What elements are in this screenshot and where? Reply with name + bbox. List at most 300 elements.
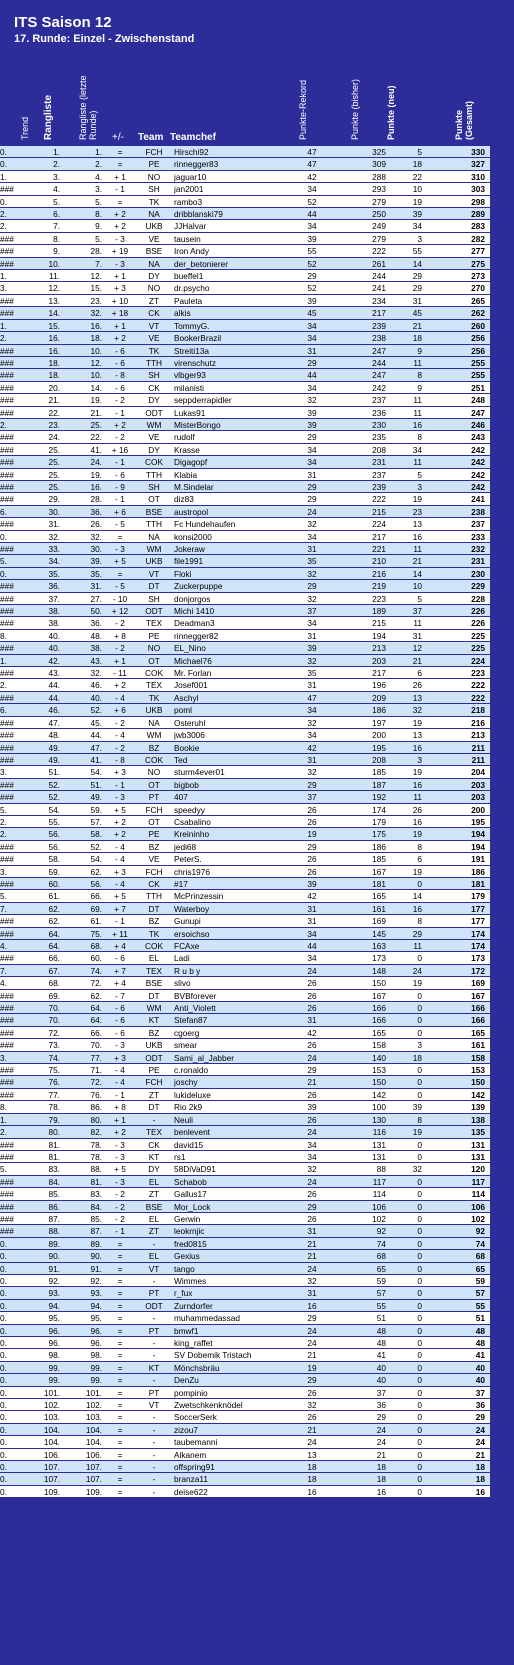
header-trend: Trend bbox=[20, 116, 30, 140]
points-before-cell: 181 bbox=[372, 878, 386, 889]
points-new-cell: 14 bbox=[412, 891, 422, 902]
trend-cell: ### bbox=[0, 1201, 14, 1212]
points-new-cell: 11 bbox=[413, 544, 422, 554]
table-row bbox=[0, 258, 514, 270]
change-cell: - 1 bbox=[115, 407, 125, 418]
points-before-cell: 116 bbox=[372, 1127, 386, 1138]
record-cell: 29 bbox=[307, 1201, 317, 1212]
rank-cell: 52. bbox=[48, 792, 60, 803]
points-before-cell: 215 bbox=[372, 618, 386, 629]
trend-cell: 0. bbox=[0, 1288, 7, 1299]
change-cell: - 3 bbox=[115, 1139, 125, 1150]
record-cell: 34 bbox=[307, 382, 317, 393]
change-cell: + 1 bbox=[114, 171, 126, 182]
points-new-cell: 34 bbox=[412, 221, 422, 232]
change-cell: - 8 bbox=[115, 370, 125, 381]
teamchef-cell: Aschyl bbox=[174, 692, 199, 703]
change-cell: + 6 bbox=[114, 705, 126, 716]
change-cell: - 9 bbox=[115, 481, 125, 492]
trend-cell: 7. bbox=[0, 965, 7, 976]
rank-cell: 85. bbox=[48, 1189, 60, 1200]
team-cell: DY bbox=[148, 271, 160, 282]
teamchef-cell: Michi 1410 bbox=[174, 606, 215, 617]
record-cell: 26 bbox=[307, 804, 317, 815]
record-cell: 31 bbox=[307, 1015, 317, 1026]
team-cell: - bbox=[152, 1462, 156, 1473]
points-total-cell: 48 bbox=[475, 1325, 485, 1336]
record-cell: 29 bbox=[307, 1065, 317, 1076]
points-total-cell: 153 bbox=[471, 1065, 485, 1076]
trend-cell: 2. bbox=[0, 829, 7, 840]
trend-cell: 0. bbox=[0, 1486, 7, 1497]
table-row bbox=[0, 965, 514, 977]
points-total-cell: 289 bbox=[471, 209, 485, 220]
points-new-cell: 19 bbox=[412, 767, 422, 778]
team-cell: NO bbox=[147, 643, 161, 654]
points-total-cell: 51 bbox=[475, 1313, 485, 1324]
team-cell: DT bbox=[148, 990, 160, 1001]
team-cell: DY bbox=[148, 395, 160, 406]
points-total-cell: 230 bbox=[471, 568, 485, 579]
points-before-cell: 65 bbox=[376, 1263, 386, 1274]
table-row bbox=[0, 890, 514, 902]
teamchef-cell: BVBforever bbox=[174, 990, 217, 1001]
last-rank-cell: 12. bbox=[90, 357, 102, 368]
last-rank-cell: 93. bbox=[90, 1288, 102, 1299]
team-cell: TTH bbox=[145, 519, 163, 530]
record-cell: 18 bbox=[307, 1474, 317, 1485]
points-total-cell: 166 bbox=[471, 1003, 485, 1014]
points-total-cell: 203 bbox=[471, 792, 485, 803]
header-punkte-gesamt: Punkte (Gesamt) bbox=[454, 100, 474, 140]
trend-cell: 0. bbox=[0, 1275, 7, 1286]
rank-cell: 47. bbox=[48, 717, 60, 728]
record-cell: 42 bbox=[307, 1027, 317, 1038]
change-cell: - 3 bbox=[115, 258, 125, 269]
change-cell: + 2 bbox=[114, 680, 126, 691]
last-rank-cell: 104. bbox=[85, 1424, 102, 1435]
change-cell: + 5 bbox=[114, 891, 126, 902]
last-rank-cell: 39. bbox=[90, 556, 102, 567]
team-cell: PE bbox=[148, 829, 160, 840]
trend-cell: 2. bbox=[0, 816, 7, 827]
change-cell: = bbox=[117, 1424, 123, 1435]
change-cell: - 4 bbox=[115, 1065, 125, 1076]
points-before-cell: 237 bbox=[372, 469, 386, 480]
rank-cell: 36. bbox=[48, 581, 60, 592]
points-before-cell: 200 bbox=[372, 730, 386, 741]
trend-cell: ### bbox=[0, 643, 14, 654]
points-total-cell: 283 bbox=[471, 221, 485, 232]
change-cell: + 1 bbox=[114, 1114, 126, 1125]
points-new-cell: 8 bbox=[417, 1114, 422, 1125]
points-before-cell: 40 bbox=[376, 1375, 386, 1386]
points-total-cell: 275 bbox=[471, 258, 485, 269]
points-before-cell: 169 bbox=[372, 916, 386, 927]
teamchef-cell: M.Sindelar bbox=[174, 481, 214, 492]
points-new-cell: 0 bbox=[417, 1077, 422, 1088]
record-cell: 24 bbox=[307, 1325, 317, 1336]
table-row bbox=[0, 1002, 514, 1014]
team-cell: EL bbox=[148, 1213, 160, 1224]
record-cell: 32 bbox=[307, 767, 317, 778]
points-total-cell: 169 bbox=[471, 978, 485, 989]
points-new-cell: 16 bbox=[412, 531, 422, 542]
team-cell: UKB bbox=[145, 1040, 163, 1051]
team-cell: TTH bbox=[145, 469, 163, 480]
points-before-cell: 217 bbox=[372, 308, 386, 319]
trend-cell: 0. bbox=[0, 1362, 7, 1373]
points-new-cell: 34 bbox=[412, 444, 422, 455]
table-row bbox=[0, 1325, 514, 1337]
points-before-cell: 234 bbox=[372, 295, 386, 306]
rank-cell: 20. bbox=[48, 382, 60, 393]
points-before-cell: 37 bbox=[376, 1387, 386, 1398]
team-cell: KT bbox=[148, 1151, 160, 1162]
change-cell: + 12 bbox=[111, 606, 129, 617]
last-rank-cell: 59. bbox=[90, 804, 102, 815]
table-row bbox=[0, 679, 514, 691]
points-new-cell: 0 bbox=[417, 1015, 422, 1026]
table-row bbox=[0, 1114, 514, 1126]
trend-cell: ### bbox=[0, 754, 14, 765]
team-cell: ODT bbox=[145, 1052, 163, 1063]
points-total-cell: 161 bbox=[471, 1040, 485, 1051]
change-cell: = bbox=[117, 1437, 123, 1448]
points-before-cell: 221 bbox=[372, 544, 386, 554]
points-before-cell: 237 bbox=[372, 395, 386, 406]
points-new-cell: 0 bbox=[417, 1387, 422, 1398]
teamchef-cell: Rio 2k9 bbox=[174, 1102, 203, 1113]
team-cell: ZT bbox=[148, 295, 160, 306]
last-rank-cell: 89. bbox=[90, 1238, 102, 1249]
rank-cell: 107. bbox=[43, 1474, 60, 1485]
team-cell: CK bbox=[148, 878, 160, 889]
points-before-cell: 217 bbox=[372, 531, 386, 542]
record-cell: 34 bbox=[307, 531, 317, 542]
points-before-cell: 196 bbox=[372, 680, 386, 691]
team-cell: KT bbox=[148, 1362, 160, 1373]
trend-cell: ### bbox=[0, 432, 14, 443]
points-before-cell: 223 bbox=[372, 593, 386, 604]
teamchef-cell: PeterS. bbox=[174, 854, 202, 865]
rank-cell: 84. bbox=[48, 1176, 60, 1187]
team-cell: VT bbox=[148, 568, 160, 579]
rank-cell: 54. bbox=[48, 804, 60, 815]
rank-cell: 49. bbox=[48, 742, 60, 753]
change-cell: - 1 bbox=[115, 916, 125, 927]
table-row bbox=[0, 816, 514, 828]
last-rank-cell: 36. bbox=[90, 618, 102, 629]
last-rank-cell: 38. bbox=[90, 643, 102, 654]
team-cell: BSE bbox=[145, 978, 163, 989]
table-row bbox=[0, 307, 514, 319]
points-before-cell: 219 bbox=[372, 581, 386, 592]
trend-cell: ### bbox=[0, 370, 14, 381]
points-new-cell: 3 bbox=[417, 754, 422, 765]
teamchef-cell: dribblanski79 bbox=[174, 209, 223, 220]
rank-cell: 18. bbox=[48, 357, 60, 368]
last-rank-cell: 32. bbox=[90, 308, 102, 319]
record-cell: 26 bbox=[307, 816, 317, 827]
last-rank-cell: 84. bbox=[90, 1201, 102, 1212]
points-new-cell: 0 bbox=[417, 1350, 422, 1361]
trend-cell: ### bbox=[0, 308, 14, 319]
last-rank-cell: 28. bbox=[90, 246, 102, 257]
record-cell: 24 bbox=[307, 965, 317, 976]
record-cell: 31 bbox=[307, 345, 317, 356]
team-cell: ODT bbox=[145, 606, 163, 617]
change-cell: = bbox=[117, 1474, 123, 1485]
record-cell: 34 bbox=[307, 444, 317, 455]
change-cell: - 1 bbox=[115, 184, 125, 195]
record-cell: 34 bbox=[307, 618, 317, 629]
last-rank-cell: 94. bbox=[90, 1300, 102, 1311]
teamchef-cell: Mr. Forlan bbox=[174, 668, 212, 679]
record-cell: 29 bbox=[307, 779, 317, 790]
rank-cell: 99. bbox=[48, 1375, 60, 1386]
points-total-cell: 246 bbox=[471, 419, 485, 430]
record-cell: 13 bbox=[307, 1449, 317, 1460]
table-row bbox=[0, 667, 514, 679]
points-new-cell: 0 bbox=[417, 1251, 422, 1262]
change-cell: - 3 bbox=[115, 233, 125, 244]
record-cell: 31 bbox=[307, 630, 317, 641]
teamchef-cell: seppderrapidler bbox=[174, 395, 232, 406]
change-cell: + 5 bbox=[114, 556, 126, 567]
points-new-cell: 0 bbox=[417, 1362, 422, 1373]
trend-cell: 6. bbox=[0, 506, 7, 517]
change-cell: - 3 bbox=[115, 1151, 125, 1162]
points-before-cell: 161 bbox=[372, 903, 386, 914]
points-new-cell: 0 bbox=[417, 1189, 422, 1200]
trend-cell: ### bbox=[0, 246, 14, 257]
trend-cell: 3. bbox=[0, 866, 7, 877]
change-cell: - 6 bbox=[115, 357, 125, 368]
table-row bbox=[0, 828, 514, 840]
table-row bbox=[0, 1027, 514, 1039]
last-rank-cell: 91. bbox=[90, 1263, 102, 1274]
points-total-cell: 166 bbox=[471, 1015, 485, 1026]
change-cell: - 10 bbox=[112, 593, 128, 604]
change-cell: - 5 bbox=[115, 519, 125, 530]
points-total-cell: 262 bbox=[471, 308, 485, 319]
rank-cell: 18. bbox=[48, 370, 60, 381]
teamchef-cell: jwb3006 bbox=[174, 730, 205, 741]
change-cell: - 1 bbox=[115, 457, 125, 468]
points-new-cell: 19 bbox=[412, 717, 422, 728]
trend-cell: ### bbox=[0, 928, 14, 939]
last-rank-cell: 16. bbox=[90, 481, 102, 492]
teamchef-cell: bmwf1 bbox=[174, 1325, 199, 1336]
last-rank-cell: 77. bbox=[90, 1052, 102, 1063]
trend-cell: 3. bbox=[0, 767, 7, 778]
points-new-cell: 11 bbox=[413, 941, 422, 951]
rank-cell: 44. bbox=[48, 692, 60, 703]
last-rank-cell: 78. bbox=[90, 1139, 102, 1150]
rank-cell: 21. bbox=[48, 395, 60, 406]
change-cell: = bbox=[117, 1412, 123, 1423]
rank-cell: 42. bbox=[48, 655, 60, 666]
points-total-cell: 223 bbox=[471, 668, 485, 679]
trend-cell: ### bbox=[0, 841, 14, 852]
team-cell: CK bbox=[148, 308, 160, 319]
table-row bbox=[0, 1486, 514, 1498]
last-rank-cell: 86. bbox=[90, 1102, 102, 1113]
record-cell: 26 bbox=[307, 866, 317, 877]
points-before-cell: 173 bbox=[372, 953, 386, 964]
change-cell: = bbox=[117, 1462, 123, 1473]
points-new-cell: 19 bbox=[412, 1127, 422, 1138]
header-punkte-bisher: Punkte (bisher) bbox=[350, 78, 360, 140]
rank-cell: 75. bbox=[48, 1065, 60, 1076]
points-new-cell: 8 bbox=[417, 841, 422, 852]
teamchef-cell: benlevent bbox=[174, 1127, 210, 1138]
rank-cell: 94. bbox=[48, 1300, 60, 1311]
change-cell: - 6 bbox=[115, 1015, 125, 1026]
change-cell: = bbox=[117, 1486, 123, 1497]
trend-cell: 5. bbox=[0, 891, 7, 902]
record-cell: 31 bbox=[307, 754, 317, 765]
points-before-cell: 24 bbox=[376, 1437, 386, 1448]
last-rank-cell: 92. bbox=[90, 1275, 102, 1286]
rank-cell: 98. bbox=[48, 1350, 60, 1361]
points-total-cell: 18 bbox=[475, 1474, 485, 1485]
points-new-cell: 11 bbox=[413, 395, 422, 406]
teamchef-cell: Jokeraw bbox=[174, 544, 205, 554]
points-total-cell: 231 bbox=[471, 556, 485, 567]
points-new-cell: 0 bbox=[417, 1201, 422, 1212]
points-before-cell: 279 bbox=[372, 196, 386, 207]
points-total-cell: 255 bbox=[471, 370, 485, 381]
table-row bbox=[0, 407, 514, 419]
trend-cell: ### bbox=[0, 1189, 14, 1200]
table-row bbox=[0, 791, 514, 803]
points-before-cell: 247 bbox=[372, 370, 386, 381]
table-row bbox=[0, 1312, 514, 1324]
team-cell: TK bbox=[148, 196, 160, 207]
trend-cell: ### bbox=[0, 357, 14, 368]
rank-cell: 7. bbox=[53, 221, 60, 232]
points-total-cell: 238 bbox=[471, 506, 485, 517]
last-rank-cell: 14. bbox=[90, 382, 102, 393]
points-total-cell: 330 bbox=[471, 147, 485, 157]
points-new-cell: 0 bbox=[417, 1375, 422, 1386]
points-total-cell: 256 bbox=[471, 345, 485, 356]
record-cell: 35 bbox=[307, 668, 317, 679]
points-before-cell: 192 bbox=[372, 792, 386, 803]
points-before-cell: 210 bbox=[372, 556, 386, 567]
points-new-cell: 3 bbox=[417, 1040, 422, 1051]
table-row bbox=[0, 580, 514, 592]
team-cell: WM bbox=[146, 1003, 162, 1014]
table-row bbox=[0, 766, 514, 778]
rank-cell: 70. bbox=[48, 1003, 60, 1014]
points-new-cell: 0 bbox=[417, 1400, 422, 1411]
points-total-cell: 298 bbox=[471, 196, 485, 207]
teamchef-cell: king_raffet bbox=[174, 1338, 213, 1348]
teamchef-cell: Zuckerpuppe bbox=[174, 581, 223, 592]
points-new-cell: 11 bbox=[413, 457, 422, 468]
rank-cell: 88. bbox=[48, 1226, 60, 1237]
points-before-cell: 165 bbox=[372, 1027, 386, 1038]
change-cell: - 3 bbox=[115, 1040, 125, 1051]
teamchef-cell: Gallus17 bbox=[174, 1189, 207, 1200]
trend-cell: ### bbox=[0, 395, 14, 406]
record-cell: 47 bbox=[307, 147, 317, 157]
points-before-cell: 224 bbox=[372, 519, 386, 530]
change-cell: + 3 bbox=[114, 283, 126, 294]
change-cell: + 11 bbox=[112, 928, 128, 939]
points-total-cell: 186 bbox=[471, 866, 485, 877]
points-new-cell: 22 bbox=[412, 171, 422, 182]
record-cell: 24 bbox=[307, 506, 317, 517]
record-cell: 26 bbox=[307, 1003, 317, 1014]
points-before-cell: 131 bbox=[372, 1151, 386, 1162]
points-new-cell: 21 bbox=[412, 655, 422, 666]
change-cell: + 7 bbox=[114, 903, 126, 914]
teamchef-cell: Sami_al_Jabber bbox=[174, 1052, 234, 1063]
change-cell: = bbox=[117, 1275, 123, 1286]
trend-cell: 2. bbox=[0, 1127, 7, 1138]
trend-cell: ### bbox=[0, 544, 14, 554]
points-before-cell: 57 bbox=[376, 1288, 386, 1299]
change-cell: - 6 bbox=[115, 953, 125, 964]
teamchef-cell: DenZu bbox=[174, 1375, 199, 1386]
points-before-cell: 230 bbox=[372, 419, 386, 430]
table-row bbox=[0, 1201, 514, 1213]
points-before-cell: 244 bbox=[372, 271, 386, 282]
trend-cell: ### bbox=[0, 457, 14, 468]
points-before-cell: 148 bbox=[372, 965, 386, 976]
trend-cell: ### bbox=[0, 618, 14, 629]
team-cell: VE bbox=[148, 233, 160, 244]
table-row bbox=[0, 655, 514, 667]
teamchef-cell: Zurndorfer bbox=[174, 1300, 213, 1311]
teamchef-cell: david15 bbox=[174, 1139, 204, 1150]
rank-cell: 59. bbox=[48, 866, 60, 877]
points-before-cell: 186 bbox=[372, 705, 386, 716]
points-total-cell: 218 bbox=[471, 705, 485, 716]
teamchef-cell: Deadman3 bbox=[174, 618, 215, 629]
trend-cell: 8. bbox=[0, 1102, 7, 1113]
change-cell: - 4 bbox=[115, 1077, 125, 1088]
points-new-cell: 0 bbox=[417, 1313, 422, 1324]
trend-cell: 2. bbox=[0, 680, 7, 691]
points-new-cell: 39 bbox=[412, 1102, 422, 1113]
change-cell: - 6 bbox=[115, 345, 125, 356]
change-cell: = bbox=[117, 1238, 123, 1249]
change-cell: - 1 bbox=[115, 779, 125, 790]
teamchef-cell: lukideluxe bbox=[174, 1089, 211, 1100]
trend-cell: 1. bbox=[0, 271, 7, 282]
record-cell: 42 bbox=[307, 171, 317, 182]
record-cell: 19 bbox=[307, 1362, 317, 1373]
rank-cell: 49. bbox=[48, 754, 60, 765]
points-total-cell: 24 bbox=[475, 1424, 485, 1435]
rank-cell: 81. bbox=[48, 1139, 60, 1150]
points-before-cell: 208 bbox=[372, 444, 386, 455]
last-rank-cell: 31. bbox=[90, 581, 102, 592]
record-cell: 29 bbox=[307, 357, 317, 368]
last-rank-cell: 16. bbox=[90, 320, 102, 331]
trend-cell: ### bbox=[0, 916, 14, 927]
trend-cell: ### bbox=[0, 494, 14, 505]
team-cell: SH bbox=[148, 593, 160, 604]
rank-cell: 23. bbox=[48, 419, 60, 430]
points-new-cell: 29 bbox=[412, 283, 422, 294]
rank-cell: 96. bbox=[48, 1325, 60, 1336]
